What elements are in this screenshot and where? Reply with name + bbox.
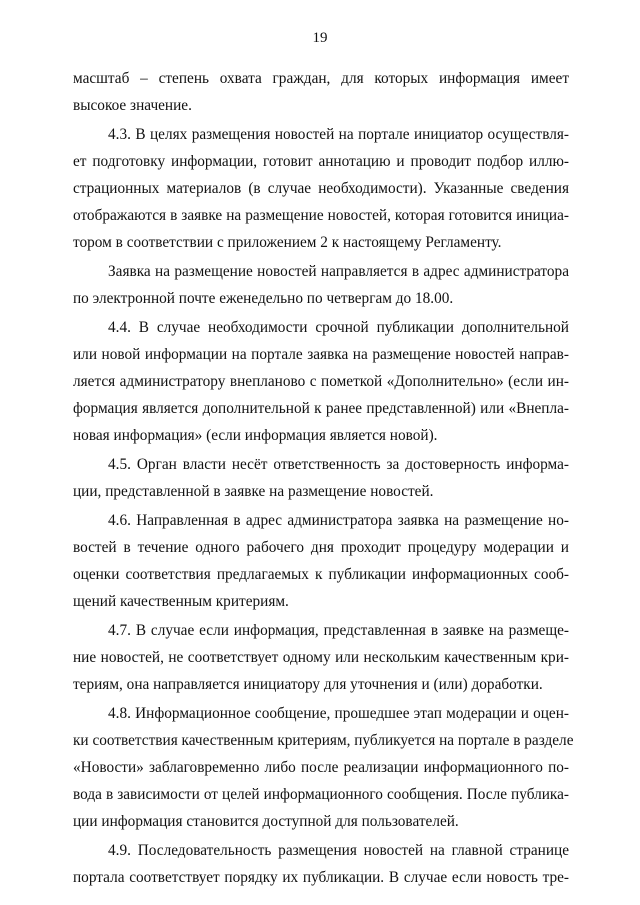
text-line: по электронной почте еженедельно по четвергам до 18.00.: [73, 290, 454, 307]
text-line: 4.3. В целях размещения новостей на портале инициатор осуществля-: [108, 126, 569, 143]
text-line: ние новостей, не соответствует одному или нескольким качественным кри-: [73, 649, 569, 666]
text-line: востей в течение одного рабочего дня проходит процедуру модерации и: [73, 539, 569, 556]
text-line: портала соответствует порядку их публикации. В случае если новость тре-: [73, 869, 569, 886]
text-line: ки соответствия качественным критериям, публикуется на портале в разделе: [73, 732, 574, 749]
text-line: 4.6. Направленная в адрес администратора заявка на размещение но-: [108, 512, 569, 529]
text-line: ции, представленной в заявке на размещение новостей.: [73, 483, 434, 500]
text-line: териям, она направляется инициатору для уточнения и (или) доработки.: [73, 676, 543, 693]
text-line: 4.8. Информационное сообщение, прошедшее этап модерации и оцен-: [108, 705, 569, 722]
text-line: 4.9. Последовательность размещения новостей на главной странице: [108, 842, 569, 859]
text-line: тором в соответствии с приложением 2 к настоящему Регламенту.: [73, 234, 502, 251]
text-line: отображаются в заявке на размещение новостей, которая готовится инициа-: [73, 207, 569, 224]
text-line: 4.5. Орган власти несёт ответственность за достоверность информа-: [108, 456, 569, 473]
text-line: 4.7. В случае если информация, представленная в заявке на размеще-: [108, 622, 569, 639]
text-line: Заявка на размещение новостей направляется в адрес администратора: [108, 263, 569, 280]
text-line: или новой информации на портале заявка на размещение новостей направ-: [73, 346, 569, 363]
text-line: формация является дополнительной к ранее представленной) или «Внепла-: [73, 400, 569, 417]
text-line: оценки соответствия предлагаемых к публикации информационных сооб-: [73, 566, 569, 583]
text-line: «Новости» заблаговременно либо после реализации информационного по-: [73, 759, 569, 776]
text-line: высокое значение.: [73, 97, 192, 114]
page-number: 19: [312, 30, 328, 46]
text-line: 4.4. В случае необходимости срочной публикации дополнительной: [108, 319, 569, 336]
text-line: новая информация» (если информация является новой).: [73, 427, 438, 444]
text-line: масштаб – степень охвата граждан, для которых информация имеет: [73, 70, 569, 87]
text-line: ции информация становится доступной для пользователей.: [73, 813, 459, 830]
text-line: страционных материалов (в случае необходимости). Указанные сведения: [73, 180, 569, 197]
text-line: ет подготовку информации, готовит аннотацию и проводит подбор иллю-: [73, 153, 569, 170]
text-line: щений качественным критериям.: [73, 593, 289, 610]
text-line: вода в зависимости от целей информационного сообщения. После публика-: [73, 786, 569, 803]
text-line: ляется администратору внепланово с пометкой «Дополнительно» (если ин-: [73, 373, 569, 390]
